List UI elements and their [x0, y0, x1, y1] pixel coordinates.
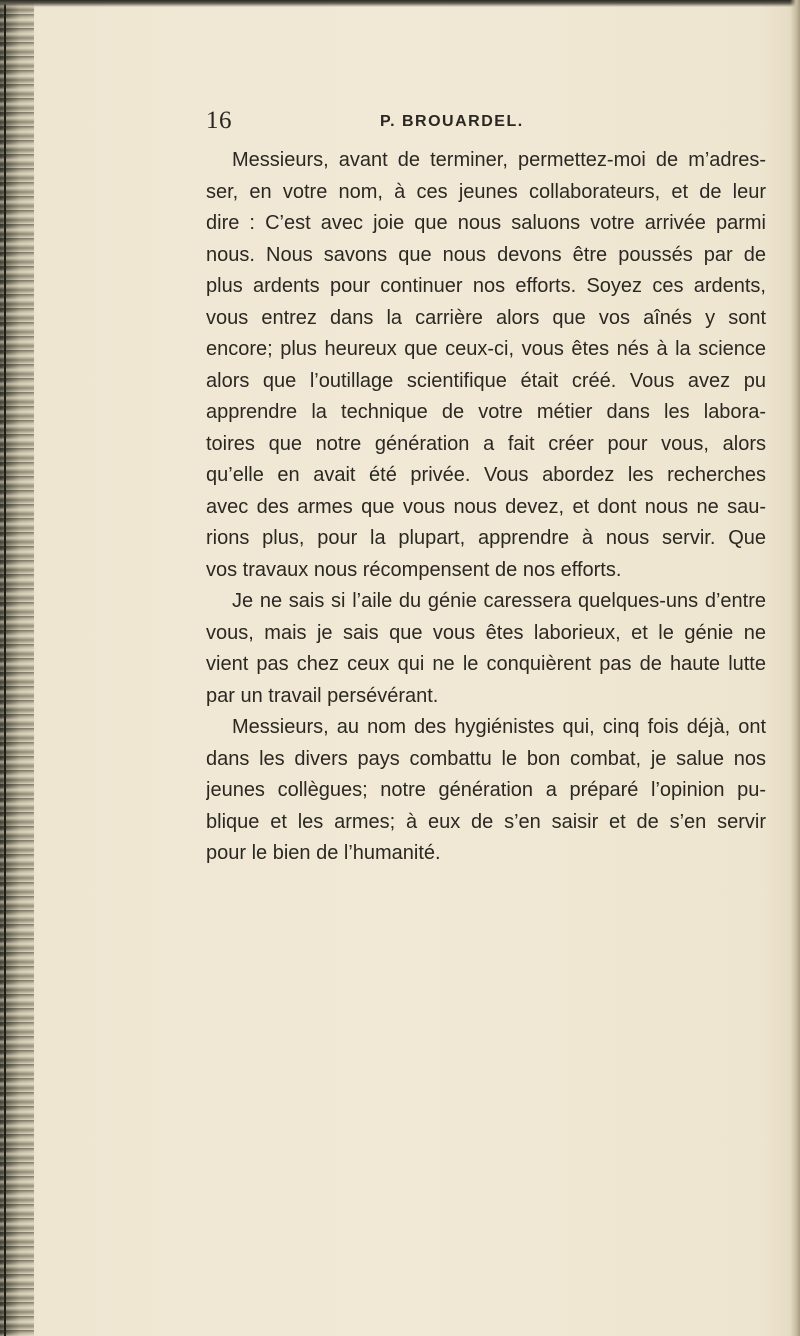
text-line: vient pas chez ceux qui ne le conquièrent pas de haute lutte [206, 653, 766, 675]
running-head: P. BROUARDEL. [380, 113, 524, 130]
text-line: qu’elle en avait été privée. Vous abordez les recherches [206, 464, 766, 486]
text-line: Messieurs, avant de terminer, permettez-moi de m’adres- [232, 149, 766, 171]
text-line: plus ardents pour continuer nos efforts. Soyez ces ardents, [206, 275, 766, 297]
text-line: encore; plus heureux que ceux-ci, vous êtes nés à la science [206, 338, 766, 360]
text-line: dans les divers pays combattu le bon combat, je salue nos [206, 747, 766, 770]
text-line: nous. Nous savons que nous devons être poussés par de [206, 243, 766, 266]
text-line: jeunes collègues; notre génération a préparé l’opinion pu- [206, 779, 766, 801]
text-line: blique et les armes; à eux de s’en saisir et de s’en servir [206, 810, 766, 833]
text-line: toires que notre génération a fait créer pour vous, alors [206, 432, 766, 455]
page-number: 16 [206, 107, 232, 134]
page-top-edge [0, 0, 800, 7]
body-text [206, 145, 766, 870]
text-line: ser, en votre nom, à ces jeunes collaborateurs, et de leur [206, 180, 766, 203]
text-line: alors que l’outillage scientifique était créé. Vous avez pu [206, 369, 766, 392]
text-line: Messieurs, au nom des hygiénistes qui, cinq fois déjà, ont [232, 716, 766, 738]
binding-edge [4, 0, 6, 1336]
page-header [206, 106, 766, 140]
text-line: vos travaux nous récompensent de nos efforts. [206, 558, 622, 581]
text-line: Je ne sais si l’aile du génie caressera quelques-uns d’entre [232, 590, 766, 612]
text-line: vous entrez dans la carrière alors que vos aînés y sont [206, 306, 766, 329]
text-line: apprendre la technique de votre métier dans les labora- [206, 401, 766, 423]
text-line: dire : C’est avec joie que nous saluons votre arrivée parmi [206, 212, 766, 234]
text-line: rions plus, pour la plupart, apprendre à nous servir. Que [206, 527, 766, 549]
text-line: vous, mais je sais que vous êtes laborieux, et le génie ne [206, 621, 766, 644]
text-line: par un travail persévérant. [206, 684, 439, 707]
text-line: avec des armes que vous nous devez, et dont nous ne sau- [206, 495, 766, 518]
text-line: pour le bien de l’humanité. [206, 842, 441, 864]
page-right-edge [790, 0, 800, 1336]
